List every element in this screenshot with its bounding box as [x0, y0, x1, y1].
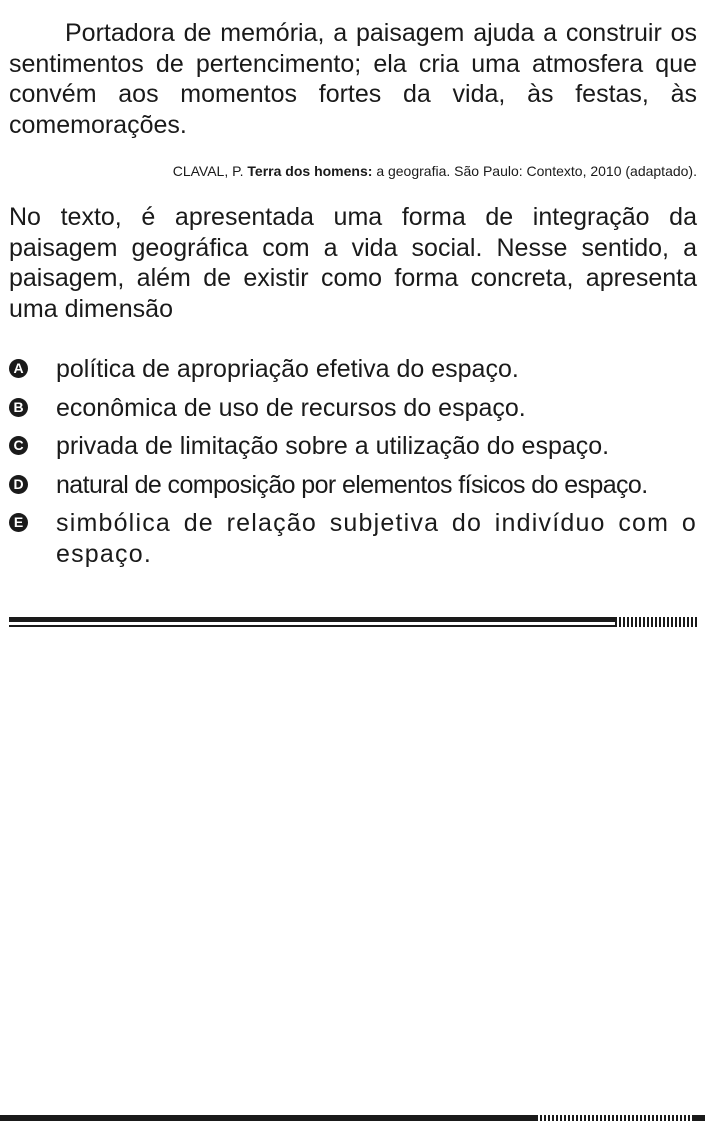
- option-d[interactable]: [9, 470, 697, 501]
- footer-tick-marks: [536, 1115, 692, 1121]
- option-e-text: simbólica de relação subjetiva do indivíduo com o espaço.: [56, 509, 697, 568]
- source-author: CLAVAL, P.: [172, 163, 244, 179]
- passage-text: Portadora de memória, a paisagem ajuda a construir os sentimentos de pertencimento; ela cria uma atmosfera que convém aos momentos fortes da vida, às festas, às comemorações.: [9, 19, 697, 139]
- option-e[interactable]: [9, 508, 697, 569]
- option-a[interactable]: [9, 354, 697, 385]
- option-b-letter: B: [9, 398, 28, 417]
- source-rest: a geografia. São Paulo: Contexto, 2010 (adaptado).: [376, 163, 697, 179]
- source-title: Terra dos homens:: [247, 163, 373, 179]
- divider-thin-line: [9, 625, 615, 627]
- option-b-text: econômica de uso de recursos do espaço.: [56, 393, 526, 422]
- option-a-letter: A: [9, 359, 28, 378]
- option-c[interactable]: [9, 431, 697, 462]
- page-footer-rule: [0, 1115, 705, 1121]
- option-d-text: natural de composição por elementos físicos do espaço.: [56, 470, 648, 499]
- answer-options: [9, 354, 697, 569]
- footer-solid-line: [0, 1115, 536, 1121]
- divider-thick-line: [9, 617, 615, 622]
- option-b[interactable]: [9, 393, 697, 424]
- option-d-letter: D: [9, 475, 28, 494]
- option-c-letter: C: [9, 436, 28, 455]
- option-a-text: política de apropriação efetiva do espaço.: [56, 355, 519, 383]
- option-e-letter: E: [9, 513, 28, 532]
- question-text: No texto, é apresentada uma forma de integração da paisagem geográfica com a vida social. Nesse sentido, a paisagem, além de existir como forma concreta, apresenta uma dimensão: [9, 203, 697, 323]
- section-divider: [9, 617, 699, 627]
- question-content: [9, 18, 697, 577]
- source-citation: [9, 162, 697, 180]
- divider-tick-marks: [615, 617, 699, 627]
- footer-end-cap: [692, 1115, 705, 1121]
- option-c-text: privada de limitação sobre a utilização do espaço.: [56, 432, 610, 460]
